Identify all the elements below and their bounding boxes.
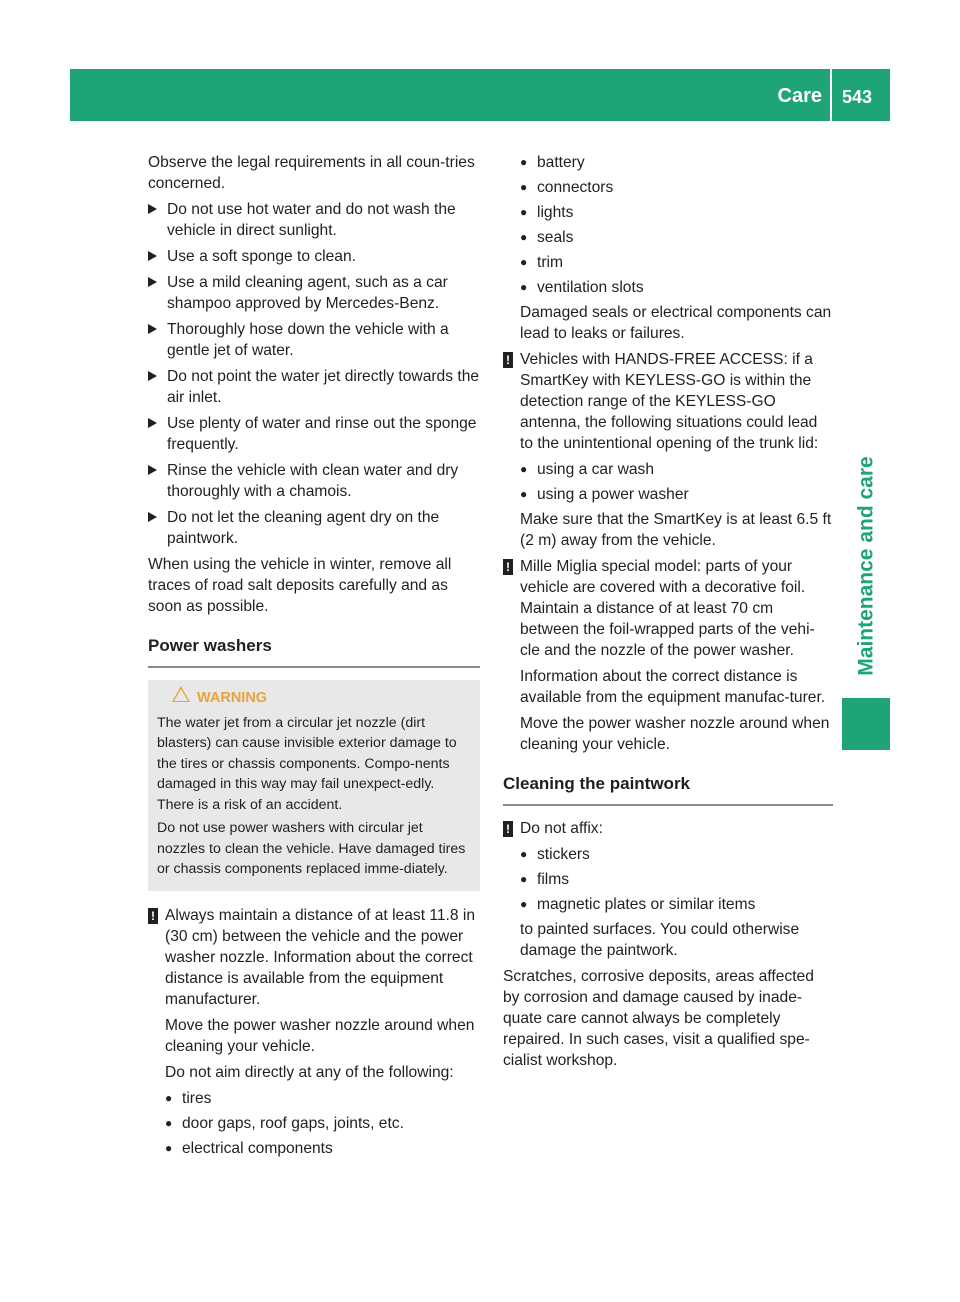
list-item xyxy=(165,1088,480,1109)
header-separator xyxy=(830,69,832,121)
page-header-bar xyxy=(70,69,890,121)
list-item-text: stickers xyxy=(537,846,590,863)
instruction-step xyxy=(148,319,480,361)
instruction-step xyxy=(148,413,480,455)
damage-text: Damaged seals or electrical components can lead to leaks or failures. xyxy=(520,304,832,342)
list-item-text: tires xyxy=(182,1089,212,1107)
notice-text: Do not aim directly at any of the following: xyxy=(165,1063,454,1081)
list-item xyxy=(520,177,833,198)
notice-text: Vehicles with HANDS-FREE ACCESS: if a SmartKey with KEYLESS-GO is within the detection range of the KEYLESS-GO antenna, the following situations could lead to the unintentional opening of the trunk lid: xyxy=(520,351,819,452)
instruction-step xyxy=(148,507,480,549)
list-item xyxy=(520,484,833,505)
chapter-title: Care xyxy=(777,85,822,107)
closing-text: Scratches, corrosive deposits, areas affected by corrosion and damage caused by inade-quate care cannot always be completely repaired. In such cases, visit a qualified spe-cialist workshop. xyxy=(503,968,814,1069)
instruction-step xyxy=(148,272,480,314)
list-item-text: ventilation slots xyxy=(537,279,644,296)
list-item xyxy=(165,1113,480,1134)
side-tab-label: Maintenance and care xyxy=(854,456,878,676)
list-item xyxy=(520,894,833,915)
notice-text: Move the power washer nozzle around when cleaning your vehicle. xyxy=(520,715,830,753)
step-text: Use a mild cleaning agent, such as a car shampoo approved by Mercedes-Benz. xyxy=(167,274,448,312)
notice-block xyxy=(503,556,833,755)
notice-text: Information about the correct distance is available from the equipment manufac-turer. xyxy=(520,668,826,706)
instruction-step xyxy=(148,246,480,267)
step-arrow-icon xyxy=(148,512,157,522)
list-item-text: lights xyxy=(537,204,574,221)
exclamation-icon: ! xyxy=(503,559,513,575)
notice-text: Make sure that the SmartKey is at least 6.5 ft (2 m) away from the vehicle. xyxy=(520,511,832,549)
bullet-icon: ● xyxy=(165,1090,173,1105)
bullet-icon: ● xyxy=(520,280,528,294)
list-item xyxy=(520,844,833,865)
list-item xyxy=(520,459,833,480)
step-arrow-icon xyxy=(148,324,157,334)
step-arrow-icon xyxy=(148,418,157,428)
notice-block xyxy=(148,905,480,1159)
list-item-text: battery xyxy=(537,154,585,171)
page-number: 543 xyxy=(842,87,873,107)
left-column xyxy=(148,152,480,1164)
step-arrow-icon xyxy=(148,251,157,261)
list-item xyxy=(520,252,833,273)
notice-text: Mille Miglia special model: parts of your vehicle are covered with a decorative foil. Maintain a distance of at least 70 cm between the foil-wrapped parts of the vehi-cle and the nozzle of the power washer. xyxy=(520,558,815,659)
winter-text: When using the vehicle in winter, remove all traces of road salt deposits carefully and as soon as possible. xyxy=(148,556,452,615)
exclamation-icon: ! xyxy=(148,908,158,924)
notice-block xyxy=(503,349,833,551)
instruction-step xyxy=(148,460,480,502)
component-list xyxy=(503,152,833,344)
list-item-text: magnetic plates or similar items xyxy=(537,896,756,913)
warning-text: The water jet from a circular jet nozzle (dirt blasters) can cause invisible exterior damage to the tires or chassis components. Compo-nents damaged in this way may fail unexpect-edly. There is a risk of an accident. xyxy=(157,714,457,813)
bullet-icon: ● xyxy=(520,230,528,244)
side-chapter-tab xyxy=(842,430,890,702)
warning-label: WARNING xyxy=(197,690,268,706)
step-text: Use a soft sponge to clean. xyxy=(167,248,356,265)
list-item-text: connectors xyxy=(537,179,614,196)
notice-text: Always maintain a distance of at least 11.8 in (30 cm) between the vehicle and the power washer nozzle. Information about the correct distance is available from the equipment manufacturer. xyxy=(165,906,476,1008)
notice-text: Move the power washer nozzle around when cleaning your vehicle. xyxy=(165,1016,475,1055)
list-item xyxy=(165,1138,480,1159)
notice-text: to painted surfaces. You could otherwise damage the paintwork. xyxy=(520,921,800,959)
bullet-icon: ● xyxy=(520,897,528,911)
exclamation-icon: ! xyxy=(503,821,513,837)
warning-text: Do not use power washers with circular jet nozzles to clean the vehicle. Have damaged tires or chassis components replaced imme-diately. xyxy=(157,820,466,877)
step-text: Use plenty of water and rinse out the sponge frequently. xyxy=(167,415,477,453)
notice-text: Do not affix: xyxy=(520,820,603,837)
list-item-text: seals xyxy=(537,229,574,246)
section-heading-power-washers: Power washers xyxy=(148,635,480,668)
step-arrow-icon xyxy=(148,204,157,214)
instruction-step xyxy=(148,199,480,241)
bullet-icon: ● xyxy=(165,1115,173,1130)
bullet-icon: ● xyxy=(520,180,528,194)
list-item-text: using a power washer xyxy=(537,486,689,503)
step-arrow-icon xyxy=(148,371,157,381)
bullet-icon: ● xyxy=(520,205,528,219)
exclamation-icon: ! xyxy=(503,352,513,368)
step-text: Do not use hot water and do not wash the vehicle in direct sunlight. xyxy=(167,201,456,239)
step-arrow-icon xyxy=(148,277,157,287)
warning-title xyxy=(197,688,472,709)
list-item-text: using a car wash xyxy=(537,461,655,478)
step-text: Do not let the cleaning agent dry on the paintwork. xyxy=(167,509,440,547)
list-item xyxy=(520,277,833,298)
list-item xyxy=(520,227,833,248)
bullet-icon: ● xyxy=(520,872,528,886)
list-item-text: electrical components xyxy=(182,1139,333,1157)
bullet-icon: ● xyxy=(520,847,528,861)
instruction-step xyxy=(148,366,480,408)
step-text: Thoroughly hose down the vehicle with a gentle jet of water. xyxy=(167,321,449,359)
notice-block xyxy=(503,818,833,961)
list-item-text: trim xyxy=(537,254,563,271)
intro-text: Observe the legal requirements in all coun-tries concerned. xyxy=(148,154,475,192)
section-heading-cleaning-paintwork: Cleaning the paintwork xyxy=(503,773,833,806)
bullet-icon: ● xyxy=(165,1140,173,1155)
warning-box xyxy=(148,680,480,891)
list-item xyxy=(520,869,833,890)
list-item-text: films xyxy=(537,871,570,888)
bullet-icon: ● xyxy=(520,155,528,169)
bullet-icon: ● xyxy=(520,462,528,476)
step-arrow-icon xyxy=(148,465,157,475)
bullet-icon: ● xyxy=(520,487,528,501)
list-item xyxy=(520,202,833,223)
list-item-text: door gaps, roof gaps, joints, etc. xyxy=(182,1114,404,1132)
bullet-icon: ● xyxy=(520,255,528,269)
side-tab-marker xyxy=(842,698,890,750)
step-text: Rinse the vehicle with clean water and dry thoroughly with a chamois. xyxy=(167,462,459,500)
right-column xyxy=(503,152,833,1076)
warning-triangle-icon xyxy=(172,686,190,702)
list-item xyxy=(520,152,833,173)
step-text: Do not point the water jet directly towards the air inlet. xyxy=(167,368,480,406)
